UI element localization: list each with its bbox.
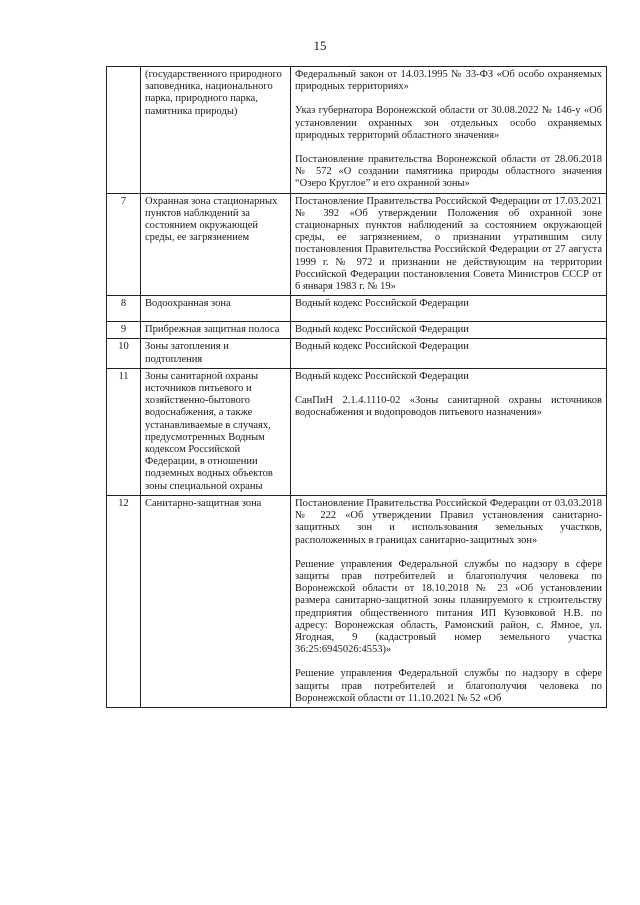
legal-document: Указ губернатора Воронежской области от 30.08.2022 № 146-у «Об установлении охранных зон отдельных особо охраняемых природных территорий областного значения» [295,105,602,141]
legal-documents [291,322,607,339]
table-row [107,339,607,368]
legal-document: СанПиН 2.1.4.1110-02 «Зоны санитарной охраны источников водоснабжения и водопроводов питьевого назначения» [295,395,602,419]
legal-document: Постановление Правительства Российской Федерации от 17.03.2021 № 392 «Об утверждении Положения об охранной зоне стационарных пунктов наблюдений за состоянием окружающей среды, ее загрязнением, о признании утратившим силу постановления Правительства Российской Федерации от 27 августа 1999 г. № 972 и признании не действующим на территории Российской Федерации постановления Совета Министров СССР от 6 января 1983 г. № 19» [295,195,602,293]
legal-document: Решение управления Федеральной службы по надзору в сфере защиты прав потребителей и благополучия человека по Воронежской области от 11.10.2021 № 52 «Об [295,668,602,704]
legal-document: Постановление Правительства Российской Федерации от 03.03.2018 № 222 «Об утверждении Правил установления санитарно-защитных зон и использования земельных участков, расположенных в границах санитарно-защитных зон» [295,497,602,546]
row-number: 8 [107,296,141,322]
legal-documents [291,193,607,296]
table-row [107,67,607,194]
zone-name: Санитарно-защитная зона [141,495,291,707]
row-number: 9 [107,322,141,339]
zone-name: Водоохранная зона [141,296,291,322]
row-number: 7 [107,193,141,296]
table-row [107,495,607,707]
legal-document: Федеральный закон от 14.03.1995 № 33-ФЗ «Об особо охраняемых природных территориях» [295,69,602,93]
row-number [107,67,141,194]
legal-documents [291,296,607,322]
zone-name: Прибрежная защитная полоса [141,322,291,339]
zone-name: Охранная зона стационарных пунктов наблюдений за состоянием окружающей среды, ее загрязнением [141,193,291,296]
legal-document: Водный кодекс Российской Федерации [295,370,469,382]
table-row [107,296,607,322]
legal-document: Постановление правительства Воронежской области от 28.06.2018 № 572 «О создании памятника природы областного значения “Озеро Круглое” и его охранной зоны» [295,154,602,190]
legal-documents [291,368,607,495]
zone-name: Зоны санитарной охраны источников питьевого и хозяйственно-бытового водоснабжения, а также устанавливаемые в случаях, предусмотренных Водным кодексом Российской Федерации, в отношении подземных водных объектов зоны специальной охраны [141,368,291,495]
legal-document: Водный кодекс Российской Федерации [295,341,469,353]
row-number: 11 [107,368,141,495]
table-row [107,322,607,339]
table-row [107,193,607,296]
legal-document: Водный кодекс Российской Федерации [295,298,469,310]
page-number: 15 [313,38,327,53]
legal-documents [291,339,607,368]
legal-documents [291,495,607,707]
legal-documents [291,67,607,194]
row-number: 10 [107,339,141,368]
legal-document: Водный кодекс Российской Федерации [295,324,469,336]
zone-name: (государственного природного заповедника, национального парка, природного парка, памятника природы) [141,67,291,194]
zone-name: Зоны затопления и подтопления [141,339,291,368]
row-number: 12 [107,495,141,707]
regulations-table [106,66,607,708]
table-row [107,368,607,495]
legal-document: Решение управления Федеральной службы по надзору в сфере защиты прав потребителей и благополучия человека по Воронежской области от 18.10.2018 № 23 «Об установлении размера санитарно-защитной зоны планируемого к строительству предприятия общественного питания ИП Кузовковой Н.В. по адресу: Воронежская область, Рамонский район, с. Ямное, ул. Ягодная, 9 (кадастровый номер земельного участка 36:25:6945026:4553)» [295,558,602,656]
